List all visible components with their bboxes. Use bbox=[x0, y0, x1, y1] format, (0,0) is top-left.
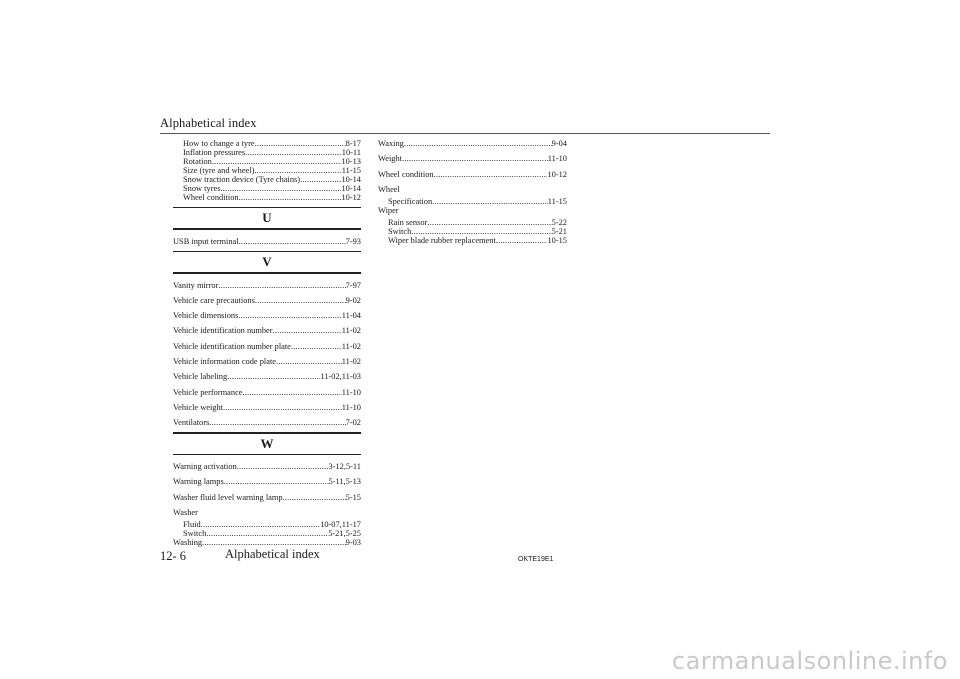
entry-page-ref: 11-10 bbox=[341, 387, 361, 397]
index-entry[interactable] bbox=[173, 184, 361, 193]
index-entry[interactable] bbox=[173, 403, 361, 412]
index-entry[interactable] bbox=[378, 236, 567, 245]
index-entry[interactable] bbox=[378, 227, 567, 236]
entry-label: Wiper blade rubber replacement bbox=[388, 235, 496, 245]
entry-label: Inflation pressures bbox=[183, 148, 246, 157]
entry-page-ref: 3-12,5-11 bbox=[328, 462, 361, 472]
entry-label: Size (tyre and wheel) bbox=[183, 166, 255, 175]
entry-label: Warning lamps bbox=[173, 477, 224, 487]
entry-page-ref: 7-02 bbox=[345, 418, 361, 428]
entry-label: Wheel condition bbox=[378, 169, 434, 179]
index-entry[interactable] bbox=[173, 148, 361, 157]
entry-label: Vehicle labeling bbox=[173, 372, 228, 382]
entry-page-ref: 9-03 bbox=[345, 537, 361, 547]
section-letter: W bbox=[260, 435, 274, 451]
entry-label: Vehicle performance bbox=[173, 387, 243, 397]
entry-page-ref: 5-21 bbox=[551, 226, 567, 236]
entry-page-ref: 10-13 bbox=[341, 157, 361, 166]
watermark: carmanualsonline.info bbox=[671, 647, 948, 675]
entry-page-ref: 7-97 bbox=[345, 280, 361, 290]
entry-page-ref: 5-22 bbox=[551, 217, 567, 227]
entry-page-ref: 10-14 bbox=[341, 184, 361, 193]
entry-label: Switch bbox=[388, 226, 412, 236]
entry-page-ref: 10-15 bbox=[547, 235, 567, 245]
footer-page-number: 12- 6 bbox=[160, 549, 187, 563]
entry-page-ref: 8-17 bbox=[345, 139, 361, 148]
index-entry[interactable] bbox=[173, 193, 361, 202]
index-entry[interactable] bbox=[173, 372, 361, 381]
index-entry[interactable] bbox=[378, 197, 567, 206]
entry-label: Snow traction device (Tyre chains) bbox=[183, 175, 301, 184]
section-letter: U bbox=[262, 210, 272, 226]
footer-document-code: OKTE19E1 bbox=[518, 556, 554, 563]
entry-label: Washer fluid level warning lamp bbox=[173, 492, 283, 502]
entry-page-ref: 9-02 bbox=[345, 295, 361, 305]
entry-page-ref: 11-04 bbox=[341, 311, 361, 321]
index-entry[interactable] bbox=[378, 139, 567, 148]
entry-label: Wheel condition bbox=[183, 193, 239, 202]
index-entry[interactable] bbox=[173, 157, 361, 166]
index-entry[interactable] bbox=[173, 296, 361, 305]
left-index-column bbox=[173, 139, 361, 547]
entry-page-ref: 5-15 bbox=[345, 492, 361, 502]
entry-page-ref: 11-15 bbox=[341, 166, 361, 175]
entry-label: Specification bbox=[388, 196, 433, 206]
entry-label: Vehicle identification number bbox=[173, 326, 273, 336]
entry-page-ref: 11-02 bbox=[341, 341, 361, 351]
index-entry[interactable] bbox=[173, 418, 361, 427]
entry-label: Rain sensor bbox=[388, 217, 428, 227]
entry-label: Vehicle weight bbox=[173, 402, 223, 412]
entry-label: USB input terminal bbox=[173, 236, 239, 246]
entry-page-ref: 7-93 bbox=[345, 236, 361, 246]
right-index-column bbox=[378, 139, 567, 245]
index-entry[interactable] bbox=[173, 175, 361, 184]
index-entry[interactable] bbox=[173, 281, 361, 290]
entry-page-ref: 11-15 bbox=[547, 196, 567, 206]
index-entry[interactable] bbox=[173, 520, 361, 529]
entry-label: Vehicle dimensions bbox=[173, 311, 239, 321]
index-entry[interactable] bbox=[173, 326, 361, 335]
section-heading-u bbox=[173, 207, 361, 230]
entry-label: Snow tyres bbox=[183, 184, 221, 193]
entry-page-ref: 11-10 bbox=[547, 154, 567, 164]
entry-page-ref: 5-11,5-13 bbox=[328, 477, 361, 487]
entry-label: Waxing bbox=[378, 139, 404, 148]
index-entry[interactable] bbox=[378, 154, 567, 163]
entry-label: Vehicle care precautions bbox=[173, 295, 255, 305]
entry-page-ref: 10-07,11-17 bbox=[320, 519, 361, 529]
index-entry[interactable] bbox=[173, 477, 361, 486]
section-heading-v bbox=[173, 251, 361, 274]
entry-page-ref: 11-02 bbox=[341, 326, 361, 336]
entry-page-ref: 10-14 bbox=[341, 175, 361, 184]
index-entry[interactable] bbox=[173, 529, 361, 538]
page-header-title: Alphabetical index bbox=[160, 116, 257, 130]
index-heading-washer: Washer bbox=[173, 507, 198, 517]
index-heading-wiper: Wiper bbox=[378, 205, 399, 215]
entry-page-ref: 10-12 bbox=[341, 193, 361, 202]
entry-page-ref: 9-04 bbox=[551, 139, 567, 148]
section-letter: V bbox=[262, 254, 272, 270]
entry-label: How to change a tyre bbox=[183, 139, 255, 148]
index-entry[interactable] bbox=[173, 166, 361, 175]
index-entry[interactable] bbox=[173, 357, 361, 366]
footer-title: Alphabetical index bbox=[225, 547, 320, 561]
index-entry[interactable] bbox=[173, 311, 361, 320]
entry-label: Vehicle identification number plate bbox=[173, 341, 291, 351]
entry-label: Rotation bbox=[183, 157, 212, 166]
index-entry[interactable] bbox=[173, 342, 361, 351]
index-entry[interactable] bbox=[173, 493, 361, 502]
index-entry[interactable] bbox=[173, 462, 361, 471]
entry-page-ref: 11-02,11-03 bbox=[320, 372, 361, 382]
entry-label: Ventilators bbox=[173, 418, 210, 428]
entry-label: Weight bbox=[378, 154, 402, 164]
entry-page-ref: 10-11 bbox=[341, 148, 361, 157]
index-entry[interactable] bbox=[173, 139, 361, 148]
section-rule bbox=[173, 454, 361, 455]
entry-page-ref: 10-12 bbox=[547, 169, 567, 179]
section-heading-w bbox=[173, 432, 361, 455]
entry-label: Washing bbox=[173, 537, 203, 547]
header-divider bbox=[160, 133, 770, 134]
entry-label: Switch bbox=[183, 528, 207, 538]
section-rule bbox=[173, 228, 361, 229]
entry-page-ref: 11-02 bbox=[341, 357, 361, 367]
entry-label: Vanity mirror bbox=[173, 280, 219, 290]
entry-label: Vehicle information code plate bbox=[173, 357, 277, 367]
entry-page-ref: 11-10 bbox=[341, 402, 361, 412]
index-entry[interactable] bbox=[378, 170, 567, 179]
index-entry[interactable] bbox=[173, 388, 361, 397]
index-entry[interactable] bbox=[173, 538, 361, 547]
entry-label: Warning activation bbox=[173, 462, 237, 472]
entry-label: Fluid bbox=[183, 519, 201, 529]
index-entry[interactable] bbox=[173, 237, 361, 246]
index-heading-wheel: Wheel bbox=[378, 184, 400, 194]
section-rule bbox=[173, 272, 361, 273]
index-entry[interactable] bbox=[378, 218, 567, 227]
entry-page-ref: 5-21,5-25 bbox=[328, 528, 361, 538]
